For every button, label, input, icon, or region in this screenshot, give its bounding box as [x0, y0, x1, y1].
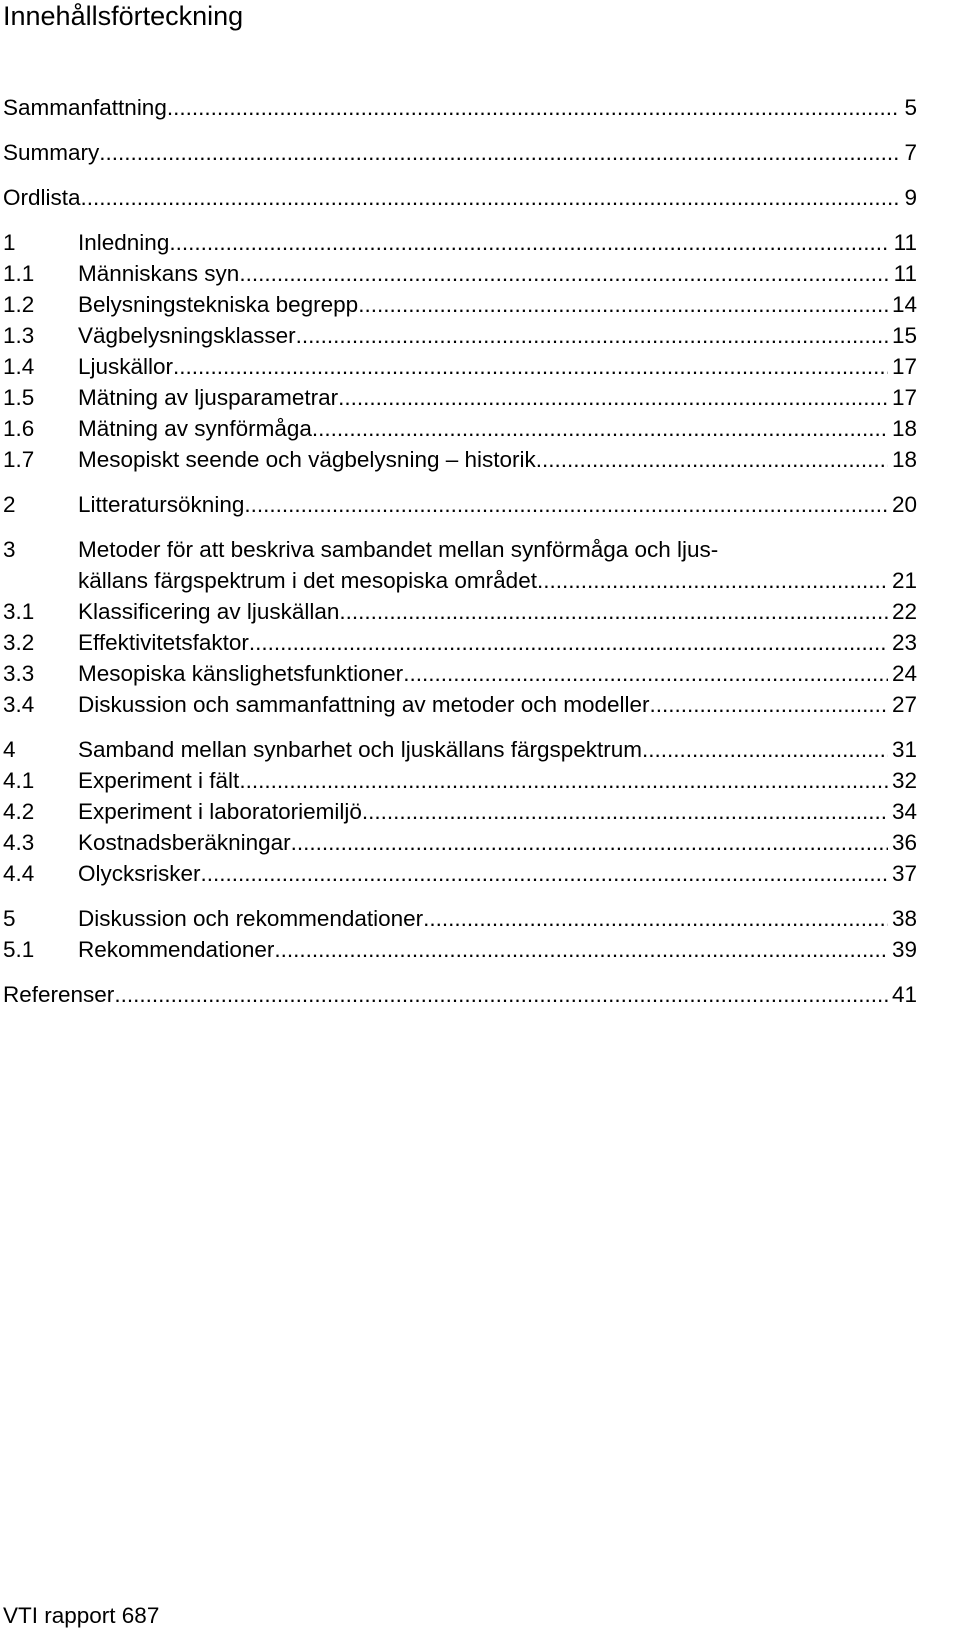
toc-entry-2[interactable] — [3, 489, 917, 520]
toc-entry-title: Inledning — [78, 230, 170, 255]
toc-entry-1-2[interactable] — [3, 289, 917, 320]
dot-leader — [99, 137, 900, 168]
toc-entry-number: 3.1 — [3, 599, 35, 624]
toc-entry-page: 18 — [891, 447, 917, 472]
dot-leader — [291, 827, 888, 858]
dot-leader — [296, 320, 888, 351]
toc-entry-1-5[interactable] — [3, 382, 917, 413]
toc-entry-page: 20 — [891, 492, 917, 517]
dot-leader — [173, 351, 888, 382]
toc-entry-number: 3.4 — [3, 692, 35, 717]
toc-entry-page: 24 — [891, 661, 917, 686]
dot-leader — [274, 934, 888, 965]
toc-entry-title: Diskussion och sammanfattning av metoder och modeller — [78, 692, 650, 717]
toc-entry-summary[interactable] — [3, 137, 917, 168]
toc-entry-title: Sammanfattning — [3, 95, 167, 120]
toc-entry-page: 37 — [891, 861, 917, 886]
toc-entry-page: 36 — [891, 830, 917, 855]
dot-leader — [201, 858, 888, 889]
dot-leader — [642, 734, 888, 765]
toc-entry-number: 5.1 — [3, 937, 35, 962]
toc-entry-title: Litteratursökning — [78, 492, 245, 517]
toc-entry-title: Mesopiska känslighetsfunktioner — [78, 661, 404, 686]
toc-entry-number: 1.1 — [3, 261, 35, 286]
toc-entry-title: Klassificering av ljuskällan — [78, 599, 340, 624]
toc-entry-title: Diskussion och rekommendationer — [78, 906, 424, 931]
toc-entry-number: 1.6 — [3, 416, 35, 441]
page-footer: VTI rapport 687 — [3, 1603, 160, 1628]
toc-entry-number: 4.2 — [3, 799, 35, 824]
toc-entry-title: Experiment i laboratoriemiljö — [78, 799, 362, 824]
toc-entry-1-1[interactable] — [3, 258, 917, 289]
toc-entry-title-line1: Metoder för att beskriva sambandet mellan synförmåga och ljus- — [78, 537, 719, 562]
toc-entry-number: 1.2 — [3, 292, 35, 317]
toc-entry-page: 23 — [891, 630, 917, 655]
toc-entry-title: Kostnadsberäkningar — [78, 830, 291, 855]
toc-entry-title: Rekommendationer — [78, 937, 275, 962]
dot-leader — [362, 796, 888, 827]
dot-leader — [650, 689, 888, 720]
dot-leader — [81, 182, 901, 213]
toc-entry-page: 27 — [891, 692, 917, 717]
toc-entry-title: Mätning av synförmåga — [78, 416, 312, 441]
toc-entry-number: 1.7 — [3, 447, 35, 472]
toc-entry-4-3[interactable] — [3, 827, 917, 858]
dot-leader — [239, 258, 889, 289]
toc-entry-page: 38 — [891, 906, 917, 931]
toc-entry-number: 5 — [3, 906, 16, 931]
toc-entry-page: 11 — [893, 230, 917, 255]
toc-entry-title: Mesopiskt seende och vägbelysning – historik — [78, 447, 536, 472]
toc-entry-number: 4.3 — [3, 830, 35, 855]
toc-entry-page: 39 — [891, 937, 917, 962]
toc-entry-title: Experiment i fält — [78, 768, 240, 793]
dot-leader — [169, 227, 889, 258]
dot-leader — [167, 92, 901, 123]
toc-entry-title: Referenser — [3, 982, 115, 1007]
dot-leader — [423, 903, 888, 934]
toc-entry-page: 21 — [891, 568, 917, 593]
toc-entry-1-3[interactable] — [3, 320, 917, 351]
toc-entry-title: Olycksrisker — [78, 861, 201, 886]
dot-leader — [358, 289, 888, 320]
toc-entry-5[interactable] — [3, 903, 917, 934]
dot-leader — [249, 627, 888, 658]
toc-entry-title: Människans syn — [78, 261, 240, 286]
dot-leader — [239, 765, 888, 796]
toc-entry-number: 1.4 — [3, 354, 35, 379]
dot-leader — [536, 444, 888, 475]
toc-entry-5-1[interactable] — [3, 934, 917, 965]
toc-entry-title: Effektivitetsfaktor — [78, 630, 249, 655]
toc-entry-sammanfattning[interactable] — [3, 92, 917, 123]
toc-entry-page: 17 — [891, 385, 917, 410]
toc-entry-title: Summary — [3, 140, 100, 165]
toc-entry-page: 31 — [891, 737, 917, 762]
toc-entry-page: 9 — [904, 185, 917, 210]
toc-entry-4-2[interactable] — [3, 796, 917, 827]
toc-entry-number: 1.3 — [3, 323, 35, 348]
toc-entry-referenser[interactable] — [3, 979, 917, 1010]
toc-entry-page: 11 — [893, 261, 917, 286]
toc-entry-number: 2 — [3, 492, 16, 517]
toc-entry-4[interactable] — [3, 734, 917, 765]
toc-entry-title: Mätning av ljusparametrar — [78, 385, 339, 410]
toc-entry-title: Ljuskällor — [78, 354, 174, 379]
toc-entry-number: 3.3 — [3, 661, 35, 686]
toc-entry-3-4[interactable] — [3, 689, 917, 720]
toc-entry-page: 14 — [891, 292, 917, 317]
dot-leader — [339, 596, 888, 627]
toc-entry-number: 1.5 — [3, 385, 35, 410]
toc-entry-title-line2: källans färgspektrum i det mesopiska området — [78, 568, 537, 593]
toc-entry-number: 4.1 — [3, 768, 35, 793]
toc-entry-page: 22 — [891, 599, 917, 624]
toc-entry-title: Belysningstekniska begrepp — [78, 292, 359, 317]
dot-leader — [338, 382, 888, 413]
toc-entry-number: 1 — [3, 230, 16, 255]
toc-entry-page: 34 — [891, 799, 917, 824]
toc-entry-1-4[interactable] — [3, 351, 917, 382]
toc-entry-page: 41 — [891, 982, 917, 1007]
toc-entry-page: 5 — [904, 95, 917, 120]
toc-entry-3[interactable] — [3, 534, 917, 565]
toc-entry-3-3[interactable] — [3, 658, 917, 689]
toc-entry-title: Ordlista — [3, 185, 81, 210]
toc-entry-3-2[interactable] — [3, 627, 917, 658]
dot-leader — [114, 979, 888, 1010]
toc-entry-title: Samband mellan synbarhet och ljuskällans färgspektrum — [78, 737, 643, 762]
table-of-contents — [3, 92, 917, 1010]
dot-leader — [403, 658, 888, 689]
toc-entry-page: 15 — [891, 323, 917, 348]
toc-entry-number: 3.2 — [3, 630, 35, 655]
toc-entry-1-6[interactable] — [3, 413, 917, 444]
dot-leader — [537, 565, 888, 596]
toc-entry-ordlista[interactable] — [3, 182, 917, 213]
toc-entry-number: 3 — [3, 537, 16, 562]
toc-entry-4-1[interactable] — [3, 765, 917, 796]
dot-leader — [244, 489, 888, 520]
toc-entry-title: Vägbelysningsklasser — [78, 323, 296, 348]
toc-entry-1[interactable] — [3, 227, 917, 258]
page-title: Innehållsförteckning — [3, 1, 244, 31]
toc-entry-number: 4.4 — [3, 861, 35, 886]
toc-entry-page: 17 — [891, 354, 917, 379]
toc-entry-1-7[interactable] — [3, 444, 917, 475]
toc-entry-3-continued[interactable] — [3, 565, 917, 596]
toc-entry-3-1[interactable] — [3, 596, 917, 627]
toc-entry-page: 7 — [904, 140, 917, 165]
toc-entry-4-4[interactable] — [3, 858, 917, 889]
dot-leader — [312, 413, 888, 444]
toc-entry-page: 32 — [891, 768, 917, 793]
toc-entry-number: 4 — [3, 737, 16, 762]
toc-entry-page: 18 — [891, 416, 917, 441]
